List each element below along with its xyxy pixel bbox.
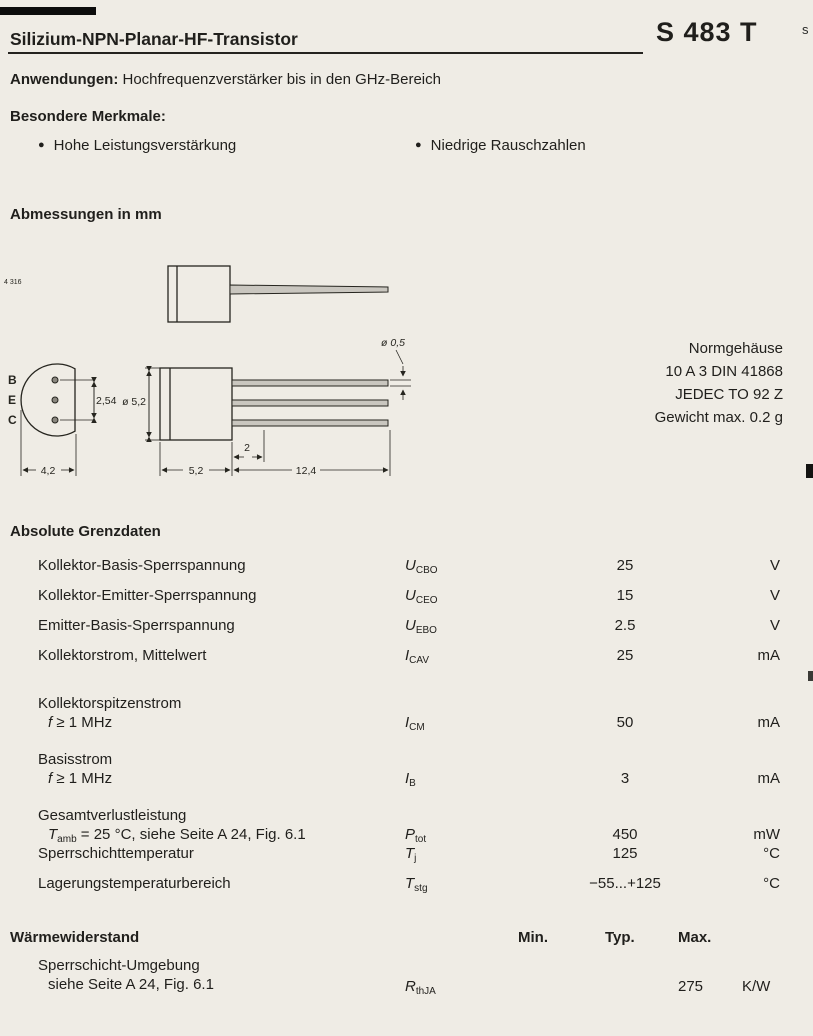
param-label: Emitter-Basis-Sperrspannung (38, 617, 235, 635)
print-registration-bar (0, 7, 96, 15)
feature-label: Hohe Leistungsverstärkung (53, 137, 237, 154)
case-info-line: 10 A 3 DIN 41868 (665, 363, 783, 380)
thermal-section (10, 928, 780, 996)
param-label: Kollektor-Emitter-Sperrspannung (38, 587, 257, 605)
param-condition: f ≥ 1 MHz (48, 770, 113, 787)
bullet-icon: ● (38, 139, 45, 151)
param-unit: K/W (742, 977, 771, 995)
param-value: 450 (612, 826, 638, 843)
features-heading: Besondere Merkmale: (10, 108, 166, 125)
package-bottom-view (21, 364, 75, 436)
param-symbol: $P_{tot}$ (405, 826, 427, 845)
column-header-min: Min. (518, 929, 548, 946)
param-label: Kollektorstrom, Mittelwert (38, 647, 207, 665)
param-unit: °C (763, 875, 780, 893)
param-value: 25 (616, 647, 634, 665)
table-row (10, 646, 780, 676)
applications-text: Hochfrequenzverstärker bis in den GHz-Bereich (118, 71, 441, 88)
print-mark: 4 316 (4, 279, 22, 286)
param-symbol: $R_{thJA}$ (405, 977, 436, 997)
column-header-typ: Typ. (605, 929, 635, 946)
page-title: Silizium-NPN-Planar-HF-Transistor (10, 29, 298, 49)
param-unit: V (769, 617, 780, 635)
dim-pin-pitch (60, 380, 94, 420)
dim-label-body-dia: ø 5,2 (122, 396, 146, 408)
table-row (10, 616, 780, 646)
param-unit: V (769, 587, 780, 605)
table-row (10, 676, 780, 732)
table-row (10, 586, 780, 616)
param-unit: mA (757, 647, 780, 665)
dim-label-lead-dia: ø 0,5 (381, 337, 405, 349)
package-side-view (168, 266, 388, 322)
param-value: 2.5 (614, 617, 636, 635)
feature-item (38, 136, 236, 155)
param-value: −55...+125 (589, 875, 661, 893)
param-label: Kollektor-Basis-Sperrspannung (38, 557, 246, 575)
package-front-view (160, 368, 388, 440)
case-info-line: Normgehäuse (688, 340, 783, 357)
table-row (10, 956, 780, 996)
param-symbol: $T_{stg}$ (405, 875, 428, 895)
param-label: Basisstrom (38, 750, 113, 768)
table-row (10, 732, 780, 788)
limits-heading: Absolute Grenzdaten (10, 523, 161, 540)
applications-label: Anwendungen: (10, 71, 119, 88)
edge-registration-mark (808, 671, 813, 681)
param-symbol: $T_j$ (405, 845, 417, 865)
table-row (10, 788, 780, 844)
column-header-max: Max. (678, 929, 712, 946)
param-label: Sperrschicht-Umgebung (38, 957, 200, 974)
dim-label-body-width: 5,2 (188, 465, 204, 477)
param-symbol: $U_{CEO}$ (405, 587, 438, 607)
pin-label-c: C (8, 413, 17, 427)
param-unit: °C (763, 845, 780, 863)
dim-body-dia (145, 368, 160, 440)
param-condition: $T_{amb} = 25$ °C, siehe Seite A 24, Fig. 6.1 (48, 826, 306, 845)
param-symbol: $U_{CBO}$ (405, 557, 438, 577)
pin-label-e: E (8, 393, 17, 407)
part-number: S 483 T (656, 17, 758, 47)
param-value: 15 (616, 587, 634, 605)
param-value: 25 (616, 557, 634, 575)
param-symbol: $U_{EBO}$ (405, 617, 437, 637)
case-info-block (655, 337, 783, 429)
bullet-icon: ● (415, 139, 422, 151)
param-value: 3 (620, 770, 630, 787)
thermal-heading: Wärmewiderstand (10, 929, 140, 946)
table-row (10, 844, 780, 874)
param-unit: V (769, 557, 780, 575)
page-corner-mark: s (802, 22, 809, 37)
dim-label-lead-offset: 2 (244, 442, 250, 454)
dimensions-heading: Abmessungen in mm (10, 206, 162, 223)
feature-item (415, 136, 586, 155)
param-value: 125 (612, 845, 638, 863)
feature-label: Niedrige Rauschzahlen (430, 137, 586, 154)
param-label: Gesamtverlustleistung (38, 806, 187, 824)
param-unit: mW (753, 826, 780, 843)
param-unit: mA (757, 714, 780, 731)
param-symbol: $I_B$ (405, 770, 416, 789)
param-symbol: $I_{CM}$ (405, 714, 425, 733)
applications-line (10, 70, 441, 89)
case-info-line: Gewicht max. 0.2 g (654, 409, 783, 426)
pin-label-b: B (8, 373, 17, 387)
param-symbol: $I_{CAV}$ (405, 647, 429, 667)
dim-lead-dia (390, 350, 411, 400)
dim-label-lead-length: 12,4 (295, 465, 317, 477)
param-condition: f ≥ 1 MHz (48, 714, 113, 731)
param-label: Kollektorspitzenstrom (38, 694, 182, 712)
absolute-limits-section (10, 522, 780, 904)
param-label: Lagerungstemperaturbereich (38, 875, 231, 893)
param-note: siehe Seite A 24, Fig. 6.1 (48, 976, 214, 994)
param-label: Sperrschichttemperatur (38, 845, 194, 863)
param-value: 50 (616, 714, 634, 731)
dim-label-pin-pitch: 2,54 (96, 395, 117, 407)
param-max-value: 275 (678, 977, 704, 995)
param-unit: mA (757, 770, 780, 787)
dim-label-body-depth: 4,2 (40, 465, 56, 477)
table-row (10, 556, 780, 586)
case-info-line: JEDEC TO 92 Z (675, 386, 783, 403)
header-divider (8, 52, 643, 54)
table-row (10, 874, 780, 904)
